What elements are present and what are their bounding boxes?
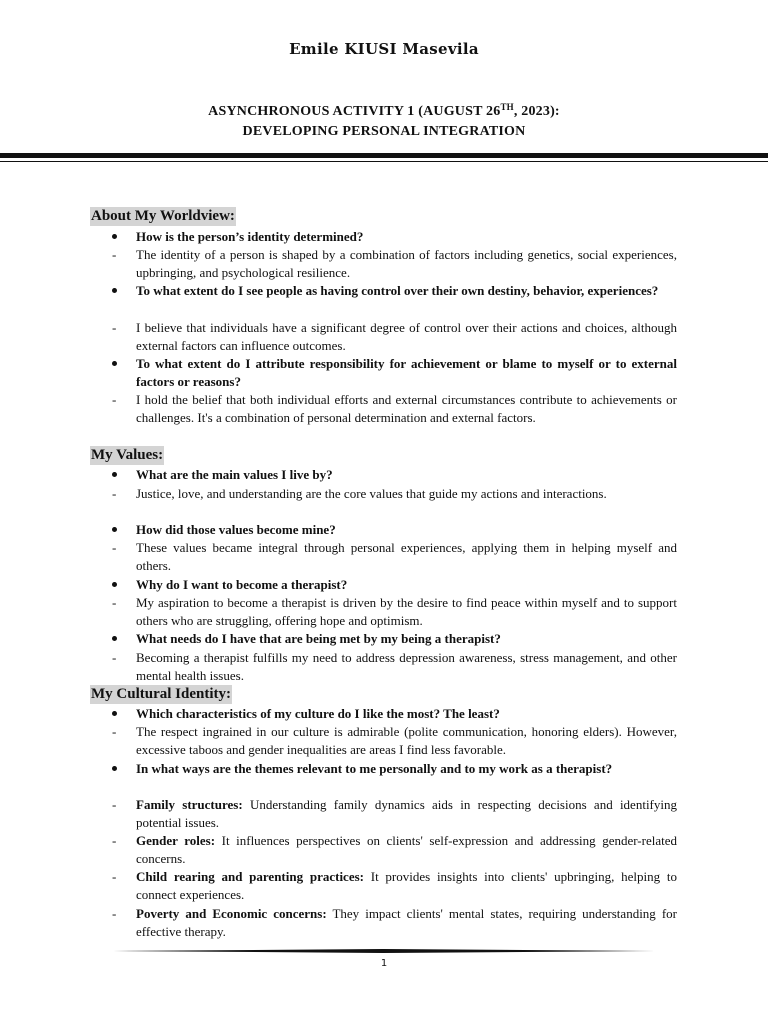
bullet-icon	[112, 466, 124, 484]
bullet-icon	[112, 228, 124, 246]
dash-marker: -	[112, 540, 117, 555]
dash-marker: -	[112, 724, 117, 739]
item-text: It provides insights into clients' upbringing, helping to connect experiences.	[136, 869, 678, 903]
footer-rule	[113, 949, 655, 953]
author-name: Emile KIUSI Masevila	[289, 40, 479, 58]
dash-marker: -	[112, 320, 117, 335]
answer-text: These values became integral through personal experiences, applying them in helping myself and others.	[136, 540, 677, 574]
item-text: They impact clients' mental states, requiring understanding for effective therapy.	[136, 906, 677, 940]
title-superscript: TH	[500, 102, 514, 112]
answer-text: I hold the belief that both individual efforts and external circumstances contribute to achievements or challenges. It's a combination of personal determination and external factors.	[136, 392, 677, 426]
answer-text	[136, 796, 677, 832]
dash-marker: -	[112, 247, 117, 262]
dash-marker: -	[112, 392, 117, 407]
dash-marker: -	[112, 797, 117, 812]
question-text: What needs do I have that are being met by my being a therapist?	[136, 631, 501, 646]
answer-text: Justice, love, and understanding are the core values that guide my actions and interactions.	[136, 486, 607, 501]
bullet-icon	[112, 521, 124, 539]
section-heading-values: My Values:	[91, 447, 164, 463]
item-label: Poverty and Economic concerns:	[136, 906, 327, 921]
question-text: In what ways are the themes relevant to me personally and to my work as a therapist?	[136, 761, 613, 776]
bullet-icon	[112, 355, 124, 373]
dash-marker: -	[112, 650, 117, 665]
answer-text: The respect ingrained in our culture is admirable (polite communication, honoring elders). However, excessive taboos and gender inequalities are areas I find less favorable.	[136, 724, 677, 758]
question-text: How is the person’s identity determined?	[136, 229, 364, 244]
question-text: Which characteristics of my culture do I like the most? The least?	[136, 706, 500, 721]
question-text: What are the main values I live by?	[136, 467, 333, 482]
bullet-icon	[112, 630, 124, 648]
dash-marker: -	[112, 486, 117, 501]
item-label: Child rearing and parenting practices:	[136, 869, 364, 884]
bullet-icon	[112, 576, 124, 594]
bullet-icon	[112, 705, 124, 723]
item-label: Family structures:	[136, 797, 243, 812]
answer-text	[136, 868, 677, 904]
section-heading-worldview: About My Worldview:	[91, 208, 235, 224]
answer-text: Becoming a therapist fulfills my need to address depression awareness, stress management, and other mental health issues.	[136, 650, 677, 684]
item-text: It influences perspectives on clients' self-expression and addressing gender-related concerns.	[136, 833, 677, 867]
section-heading-cultural-identity: My Cultural Identity:	[91, 686, 231, 702]
title-text-end: , 2023):	[513, 104, 560, 119]
document-title-line-2: DEVELOPING PERSONAL INTEGRATION	[242, 124, 526, 139]
question-text: Why do I want to become a therapist?	[136, 577, 348, 592]
title-text: ASYNCHRONOUS ACTIVITY 1 (AUGUST 26	[208, 104, 501, 119]
bullet-icon	[112, 282, 124, 300]
dash-marker: -	[112, 869, 117, 884]
answer-text: The identity of a person is shaped by a combination of factors including genetics, social experiences, upbringing, and psychological resilience.	[136, 247, 677, 281]
answer-text	[136, 905, 677, 941]
item-text: Understanding family dynamics aids in respecting decisions and identifying potential issues.	[136, 797, 677, 831]
question-text: How did those values become mine?	[136, 522, 336, 537]
bullet-icon	[112, 760, 124, 778]
answer-text: I believe that individuals have a significant degree of control over their actions and choices, although external factors can influence outcomes.	[136, 320, 677, 354]
question-text: To what extent do I see people as having control over their own destiny, behavior, experiences?	[136, 283, 659, 298]
answer-text	[136, 832, 677, 868]
dash-marker: -	[112, 833, 117, 848]
page-number: 1	[380, 958, 388, 969]
item-label: Gender roles:	[136, 833, 216, 848]
question-text: To what extent do I attribute responsibility for achievement or blame to myself or to external factors or reasons?	[136, 356, 677, 390]
dash-marker: -	[112, 595, 117, 610]
answer-text: My aspiration to become a therapist is driven by the desire to find peace within myself and to support others who are struggling, offering hope and optimism.	[136, 595, 677, 629]
dash-marker: -	[112, 906, 117, 921]
